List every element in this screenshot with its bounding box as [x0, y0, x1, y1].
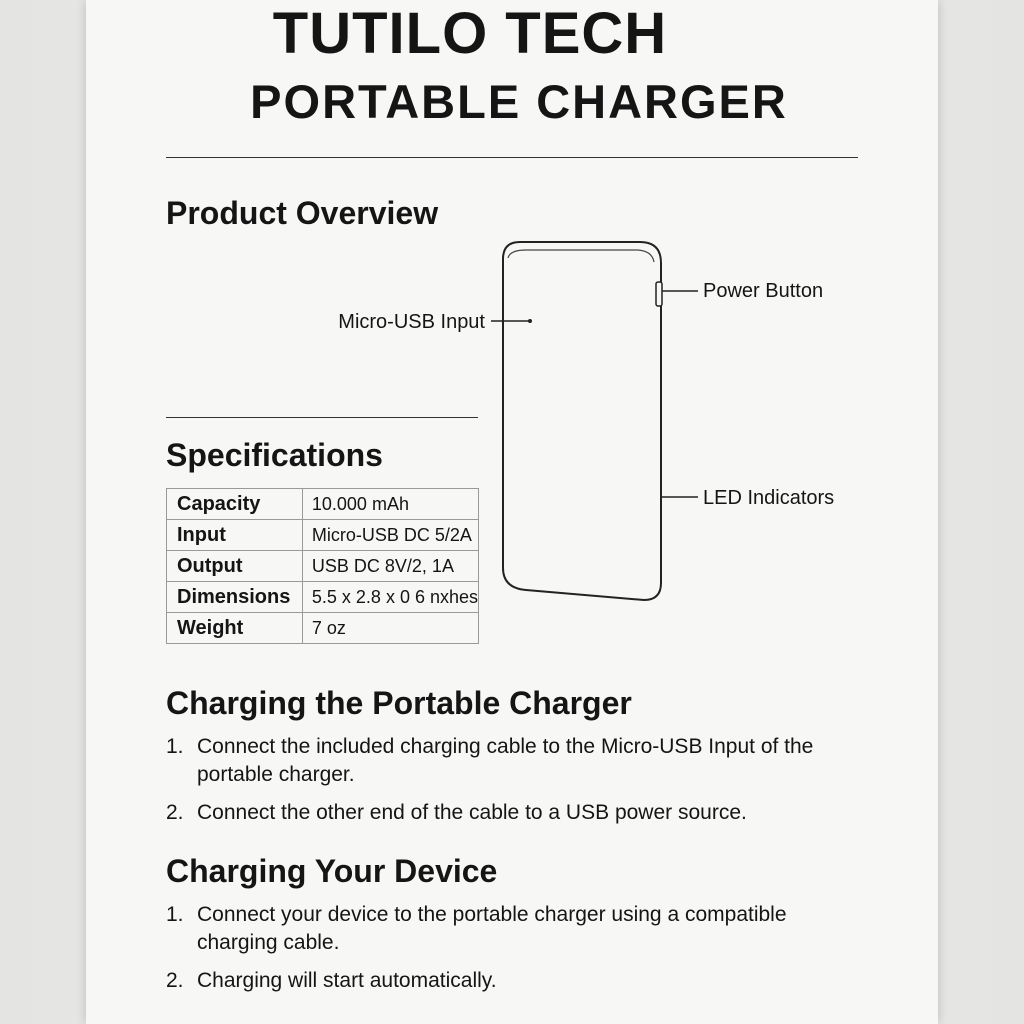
table-row [167, 613, 479, 644]
overview-divider [166, 417, 478, 418]
table-row [167, 489, 479, 520]
charging-charger-steps [166, 733, 856, 837]
micro-usb-callout: Micro-USB Input [338, 311, 485, 333]
step-number: 1. [166, 903, 184, 926]
power-button-icon [656, 282, 662, 306]
overview-heading: Product Overview [166, 195, 439, 231]
spec-label: Capacity [167, 489, 303, 520]
charging-device-steps [166, 901, 856, 1005]
spec-value: Micro-USB DC 5/2A [302, 520, 478, 551]
spec-label: Dimensions [167, 582, 303, 613]
step-text: Charging will start automatically. [197, 969, 497, 992]
specifications-heading: Specifications [166, 437, 383, 473]
product-title: PORTABLE CHARGER [250, 75, 788, 128]
charger-outline [503, 242, 661, 600]
spec-label: Input [167, 520, 303, 551]
table-row [167, 520, 479, 551]
list-item [166, 733, 856, 789]
step-number: 1. [166, 735, 184, 758]
list-item [166, 901, 856, 957]
spec-label: Weight [167, 613, 303, 644]
table-row [167, 582, 479, 613]
charging-device-heading: Charging Your Device [166, 853, 498, 889]
list-item [166, 967, 856, 995]
specifications-table [166, 488, 479, 644]
table-row [167, 551, 479, 582]
spec-value: USB DC 8V/2, 1A [302, 551, 478, 582]
micro-usb-dot [528, 319, 532, 323]
step-number: 2. [166, 969, 184, 992]
step-text: Connect your device to the portable charger using a compatible charging cable. [197, 903, 787, 954]
list-item [166, 799, 856, 827]
charger-inner-edge [508, 250, 654, 262]
manual-page [86, 0, 938, 1024]
step-number: 2. [166, 801, 184, 824]
power-button-callout: Power Button [703, 280, 824, 302]
spec-value: 7 oz [302, 613, 478, 644]
spec-value: 10.000 mAh [302, 489, 478, 520]
step-text: Connect the other end of the cable to a USB power source. [197, 801, 747, 824]
led-indicators-callout: LED Indicators [703, 487, 835, 509]
spec-label: Output [167, 551, 303, 582]
step-text: Connect the included charging cable to the Micro-USB Input of the portable charger. [197, 735, 814, 786]
header-divider [166, 157, 858, 158]
spec-value: 5.5 x 2.8 x 0 6 nxhes [302, 582, 478, 613]
brand-title: TUTILO TECH [272, 1, 668, 66]
charging-charger-heading: Charging the Portable Charger [166, 685, 632, 721]
